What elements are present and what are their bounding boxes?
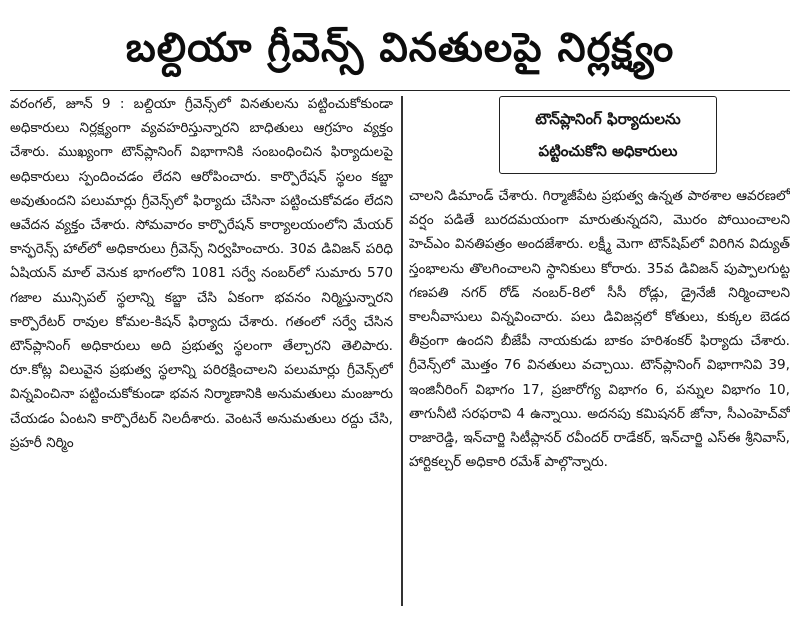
right-column-text: చాలని డిమాండ్ చేశారు. గిర్మాజీపేట ప్రభుత్వ ఉన్నత పాఠశాల ఆవరణలో వర్షం పడితే బురదమయంగా మారుతున్నదని, మొరం పోయించాలని హెచ్‌ఎం వినతిపత్రం అందజేశారు. లక్ష్మీ మెగా టౌన్‌షిప్‌లో విరిగిన విద్యుత్ స్తంభాలను తొలగించాలని స్థానికులు కోరారు. 35వ డివిజన్ పుప్పాలగుట్ట గణపతి నగర్ రోడ్ నంబర్-8లో సీసీ రోడ్లు, డ్రైనేజీ నిర్మించాలని కాలనీవాసులు విన్నవించారు. పలు డివిజన్లలో కోతులు, కుక్కల బెడద తీవ్రంగా ఉందని బీజేపీ నాయకుడు బాకం హరిశంకర్ ఫిర్యాదు చేశారు. గ్రీవెన్స్‌లో మొత్తం 76 వినతులు వచ్చాయి. టౌన్‌ప్లానింగ్ విభాగానివి 39, ఇంజినీరింగ్ విభాగం 17, ప్రజారోగ్య విభాగం 6, పన్నుల విభాగం 10, తాగునీటి సరఫరావి 4 ఉన్నాయి. అదనపు కమిషనర్ జోనా, సీఎంహెచ్‌వో రాజారెడ్డి, ఇన్‌చార్జి సిటీప్లానర్ రవీందర్ రాడేకర్, ఇన్‌చార్జి ఎస్ఈ శ్రీనివాస్, హార్టికల్చర్ అధికారి రమేశ్ పాల్గొన్నారు. xyxy=(409,188,790,471)
article-body xyxy=(10,92,790,612)
right-column xyxy=(409,92,790,612)
subheading-line-2: పట్టించుకోని అధికారులు xyxy=(538,142,678,160)
subheading-box xyxy=(499,96,717,174)
subheading-line-1: టౌన్‌ప్లానింగ్ ఫిర్యాదులను xyxy=(535,110,681,128)
left-column xyxy=(10,92,393,612)
headline: బల్దియా గ్రీవెన్స్ వినతులపై నిర్లక్ష్యం xyxy=(10,6,790,91)
column-divider xyxy=(401,96,403,606)
left-column-text: వరంగల్, జూన్ 9 : బల్దియా గ్రీవెన్స్‌లో వినతులను పట్టించుకోకుండా అధికారులు నిర్లక్ష్యంగా వ్యవహరిస్తున్నారని బాధితులు ఆగ్రహం వ్యక్తం చేశారు. ముఖ్యంగా టౌన్‌ప్లానింగ్ విభాగానికి సంబంధించిన ఫిర్యాదులపై అధికారులు స్పందించడం లేదని ఆరోపించారు. కార్పొరేషన్ స్థలం కబ్జా అవుతుందని పలుమార్లు గ్రీవెన్స్‌లో ఫిర్యాదు చేసినా పట్టించుకోవడం లేదని ఆవేదన వ్యక్తం చేశారు. సోమవారం కార్పొరేషన్ కార్యాలయంలోని మేయర్ కాన్ఫరెన్స్ హాల్‌లో అధికారులు గ్రీవెన్స్ నిర్వహించారు. 30వ డివిజన్ పరిధి ఏషియన్ మాల్ వెనుక భాగంలోని 1081 సర్వే నంబర్‌లో సుమారు 570 గజాల మున్సిపల్ స్థలాన్ని కబ్జా చేసి ఏకంగా భవనం నిర్మిస్తున్నారని కార్పొరేటర్ రావుల కోమల-కిషన్ ఫిర్యాదు చేశారు. గతంలో సర్వే చేసిన టౌన్‌ప్లానింగ్ అధికారులు అది ప్రభుత్వ స్థలంగా తేల్చారని తెలిపారు. రూ.కోట్ల విలువైన ప్రభుత్వ స్థలాన్ని పరిరక్షించాలని పలుమార్లు గ్రీవెన్స్‌లో విన్నవించినా పట్టించుకోకుండా భవన నిర్మాణానికి అనుమతులు మంజూరు చేయడం ఏంటని కార్పొరేటర్ నిలదీశారు. వెంటనే అనుమతులు రద్దు చేసి, ప్రహరీ నిర్మిం xyxy=(10,96,393,451)
